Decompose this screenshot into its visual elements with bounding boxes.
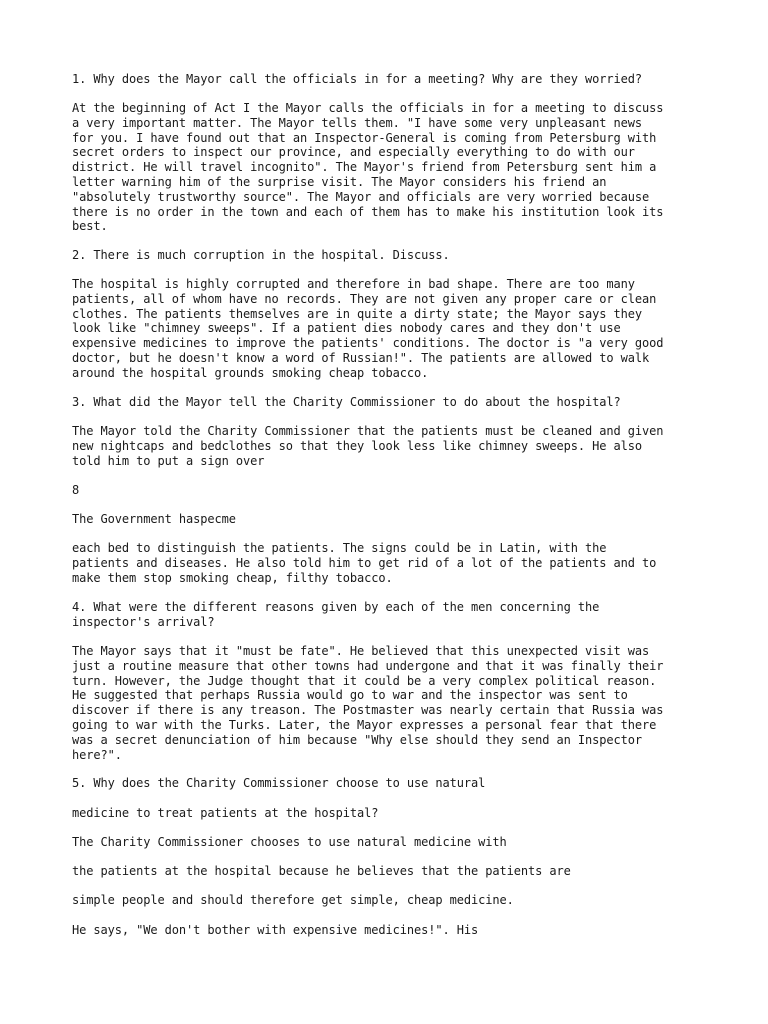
page-number: 8: [72, 483, 80, 497]
answer-3-part-2: each bed to distinguish the patients. The signs could be in Latin, with the patients and diseases. He also told him to get rid of a lot of the patients and to make them stop smoking cheap, filthy tobacco.: [72, 541, 657, 585]
question-2: 2. There is much corruption in the hospital. Discuss.: [72, 248, 450, 262]
answer-5-line-3: simple people and should therefore get simple, cheap medicine.: [72, 893, 514, 907]
answer-5-line-1: The Charity Commissioner chooses to use natural medicine with: [72, 835, 507, 849]
answer-5-line-4: He says, "We don't bother with expensive medicines!". His: [72, 923, 479, 937]
question-1: 1. Why does the Mayor call the officials in for a meeting? Why are they worried?: [72, 72, 642, 86]
answer-5-line-2: the patients at the hospital because he believes that the patients are: [72, 864, 571, 878]
question-5-part-2: medicine to treat patients at the hospital?: [72, 806, 379, 820]
answer-4: The Mayor says that it "must be fate". He believed that this unexpected visit was just a routine measure that other towns had undergone and that it was finally their turn. However, the Judge thought that it could be a very complex political reason. He suggested that perhaps Russia would go to war and the inspector was sent to discover if there is any treason. The Postmaster was nearly certain that Russia was going to war with the Turks. Later, the Mayor expresses a personal fear that there was a secret denunciation of him because "Why else should they send an Inspector here?".: [72, 644, 664, 762]
answer-3-part-1: The Mayor told the Charity Commissioner that the patients must be cleaned and given new nightcaps and bedclothes so that they look less like chimney sweeps. He also told him to put a sign over: [72, 424, 664, 468]
question-3: 3. What did the Mayor tell the Charity Commissioner to do about the hospital?: [72, 395, 621, 409]
answer-2: The hospital is highly corrupted and therefore in bad shape. There are too many patients, all of whom have no records. They are not given any proper care or clean clothes. The patients themselves are in quite a dirty state; the Mayor says they look like "chimney sweeps". If a patient dies nobody cares and they don't use expensive medicines to improve the patients' conditions. The doctor is "a very good doctor, but he doesn't know a word of Russian!". The patients are allowed to walk around the hospital grounds smoking cheap tobacco.: [72, 277, 664, 380]
question-5-part-1: 5. Why does the Charity Commissioner choose to use natural: [72, 776, 486, 790]
running-header: The Government haspecme: [72, 512, 236, 526]
question-4: 4. What were the different reasons given by each of the men concerning the inspector's arrival?: [72, 600, 600, 629]
answer-1: At the beginning of Act I the Mayor calls the officials in for a meeting to discuss a very important matter. The Mayor tells them. "I have some very unpleasant news for you. I have found out that an Inspector-General is coming from Petersburg with secret orders to inspect our province, and especially everything to do with our district. He will travel incognito". The Mayor's friend from Petersburg sent him a letter warning him of the surprise visit. The Mayor considers his friend an "absolutely trustworthy source". The Mayor and officials are very worried because there is no order in the town and each of them has to make his institution look its best.: [72, 101, 664, 234]
